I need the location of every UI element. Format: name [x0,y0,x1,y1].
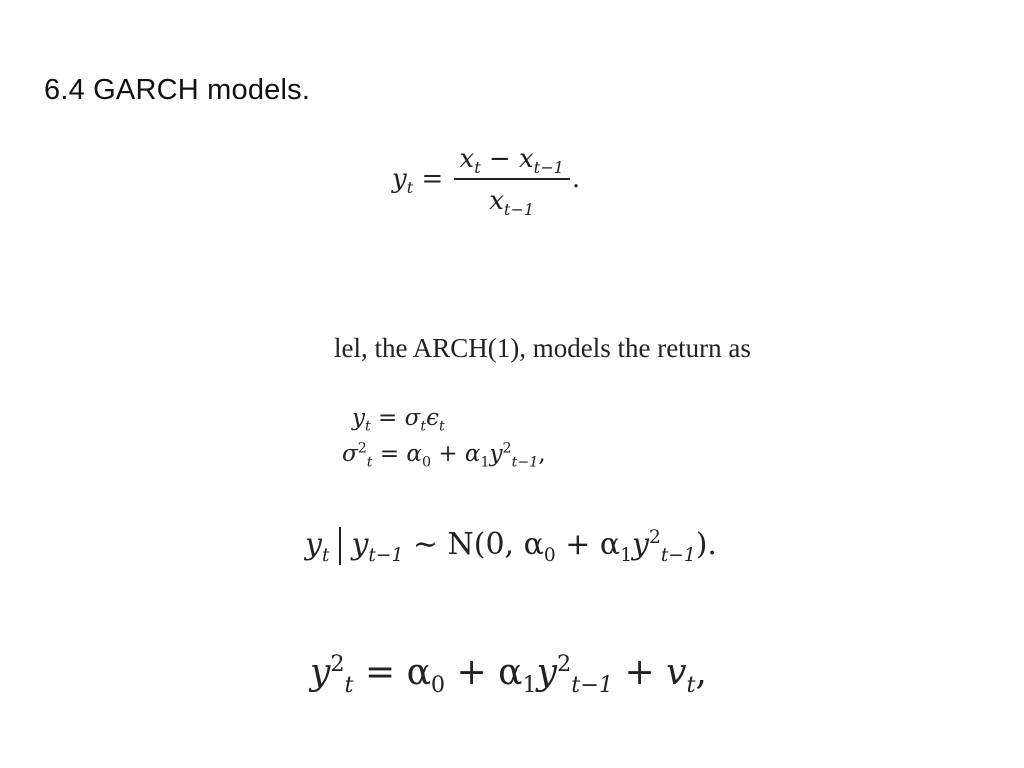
eq1-lhs-sub: t [406,178,414,198]
eq3-y: y [305,527,322,562]
row2-comma: , [538,441,546,467]
arch-system-equations [342,400,546,472]
eq1-den: x [489,186,504,216]
row2-sigma-sup: 2 [357,440,367,457]
row2-alpha0: = α [372,441,422,467]
eq4-y-sub: t [344,672,354,699]
eq3-y3-sub: t−1 [660,545,696,566]
eq3-y2: y [351,527,369,562]
row1-eps: ϵ [426,405,439,431]
eq3-alpha0-sub: 0 [543,545,556,566]
row2-alpha0-sub: 0 [421,454,432,471]
eq1-denominator [454,180,570,220]
return-definition-equation [392,144,581,220]
eq1-period: . [571,164,581,194]
eq3-y-sub: t [321,545,330,566]
eq4-comma: , [695,652,707,693]
eq1-num-minus: − [480,144,519,174]
eq4-y2-sub: t−1 [571,672,614,699]
eq1-den-sub: t−1 [503,200,535,220]
arch-row-2 [342,436,546,472]
slide-title: 6.4 GARCH models. [44,74,311,106]
eq1-num-a-sub: t [474,158,481,178]
eq3-alpha1: + α [555,527,621,562]
eq4-v: v [666,652,687,693]
eq4-y: y [310,652,331,693]
row1-y-sub: t [365,418,371,435]
eq4-alpha1: + α [445,652,523,693]
row2-sigma-sub: t [366,454,373,471]
row2-y-sup: 2 [502,440,512,457]
eq1-equals: = [413,164,452,194]
eq1-numerator [454,144,570,180]
row1-eps-sub: t [438,418,445,435]
eq4-alpha1-sub: 1 [522,672,537,699]
conditional-bar [339,527,341,565]
row1-sigma: = σ [370,405,421,431]
row2-alpha1-sub: 1 [480,454,490,471]
eq4-v-sub: t [686,672,696,699]
eq3-alpha1-sub: 1 [620,545,633,566]
eq3-y3-sup: 2 [648,527,661,548]
row2-y: y [489,441,503,467]
row2-y-sub: t−1 [511,454,539,471]
eq1-num-a: x [459,144,475,174]
eq3-y2-sub: t−1 [368,545,404,566]
eq4-alpha0-sub: 0 [430,672,446,699]
eq1-fraction [454,144,570,220]
eq4-y2: y [536,652,558,693]
row2-alpha1: + α [431,441,481,467]
ar-form-equation [310,651,707,699]
eq1-lhs: y [392,164,407,194]
eq3-normal: ∼ N(0, α [403,527,544,562]
arch-row-1 [342,400,546,436]
eq1-num-b: x [519,144,534,174]
eq3-close: ). [695,527,717,562]
row2-sigma: σ [342,441,358,467]
row1-y: y [352,405,365,431]
conditional-distribution-equation [305,527,717,565]
eq4-plus: + [613,652,667,693]
eq1-num-b-sub: t−1 [533,158,564,178]
eq4-y-sup: 2 [330,651,345,677]
eq4-alpha0: = α [353,652,431,693]
eq3-y3: y [632,527,649,562]
arch-description-text: lel, the ARCH(1), models the return as [334,333,751,363]
row1-sigma-sub: t [420,418,427,435]
eq4-y2-sup: 2 [557,651,572,677]
